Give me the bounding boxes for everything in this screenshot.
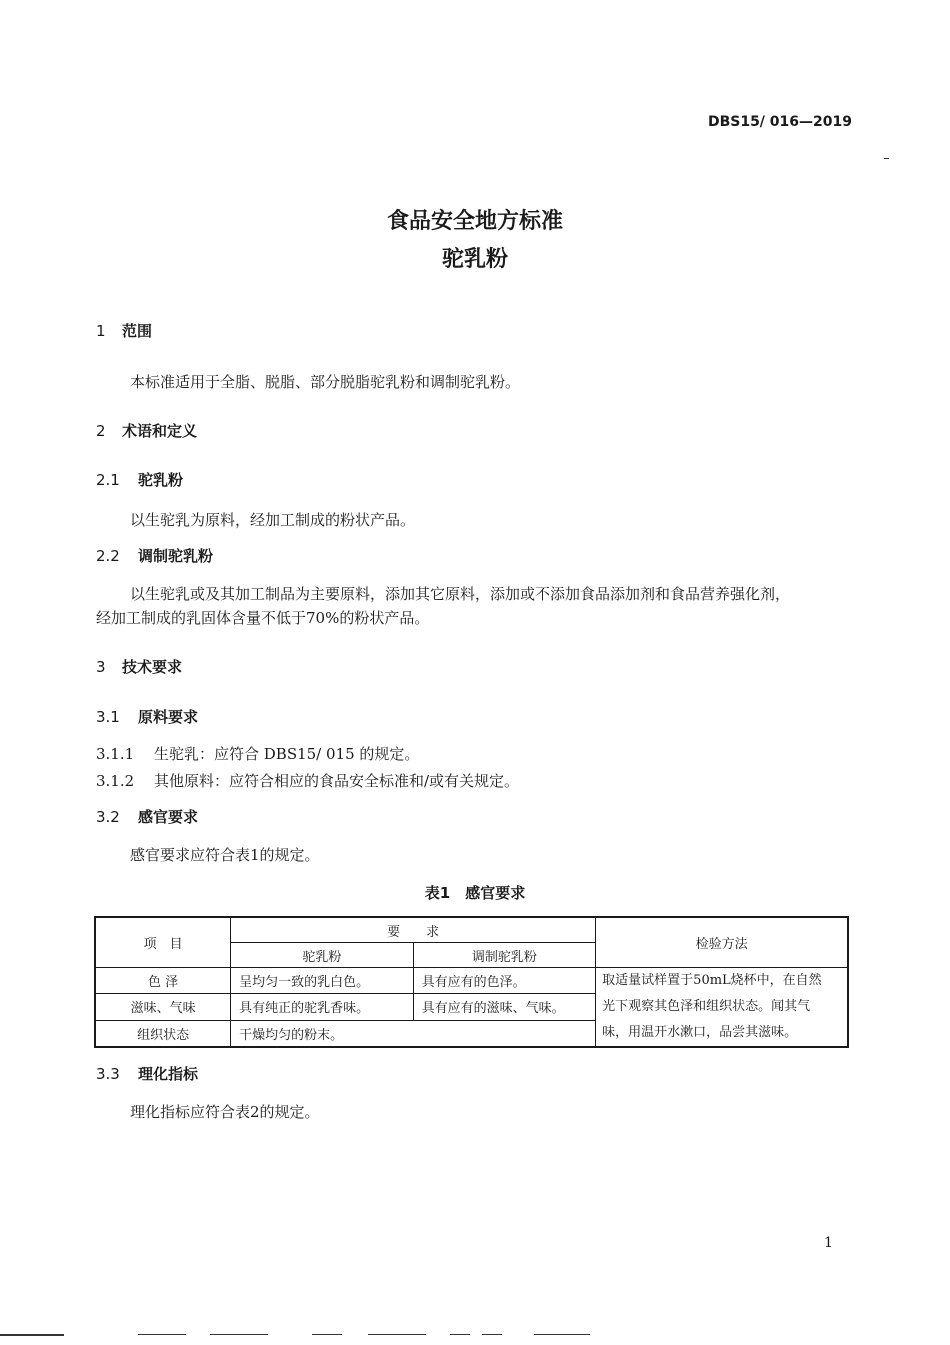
header-requirement: 要 求: [231, 917, 596, 943]
section-title: 调制驼乳粉: [138, 547, 214, 565]
section-2-2-heading: [96, 545, 213, 566]
section-number: 3.2: [96, 808, 120, 826]
scan-mark: [884, 158, 889, 159]
section-2-2-text-line1: 以生驼乳或及其加工制品为主要原料，添加其它原料，添加或不添加食品添加剂和食品营养强化剂，: [130, 585, 791, 603]
row-col2: 具有应有的色泽。: [413, 968, 596, 994]
section-number: 2.1: [96, 471, 120, 489]
section-3-2-heading: [96, 806, 198, 827]
scan-edge-line: [450, 1334, 470, 1335]
item-number: 3.1.1: [96, 745, 135, 763]
page-number: 1: [824, 1235, 833, 1251]
scan-edge-line: [210, 1334, 268, 1335]
table-caption: 表1 感官要求: [424, 884, 526, 902]
section-title: 原料要求: [138, 708, 199, 726]
section-title: 范围: [122, 322, 153, 340]
standard-code: DBS15/ 016—2019: [707, 114, 852, 130]
section-title: 感官要求: [138, 808, 199, 826]
section-3-3-text: 理化指标应符合表2的规定。: [130, 1103, 320, 1121]
section-number: 1: [96, 322, 106, 340]
row-col-merged: 干燥均匀的粉末。: [231, 1020, 596, 1047]
header-item: 项 目: [95, 917, 231, 968]
item-text: 生驼乳：应符合 DBS15/ 015 的规定。: [154, 745, 420, 763]
row-col1: 呈均匀一致的乳白色。: [231, 968, 414, 994]
scan-edge-line: [138, 1334, 186, 1335]
method-line: 光下观察其色泽和组织状态。闻其气: [602, 999, 811, 1014]
table-row: [95, 968, 848, 994]
scan-edge-line: [534, 1334, 590, 1335]
row-item: 色 泽: [95, 968, 231, 994]
section-2-1-heading: [96, 469, 183, 490]
section-number: 2.2: [96, 547, 120, 565]
section-3-2-text: 感官要求应符合表1的规定。: [130, 846, 320, 864]
section-3-1-heading: [96, 706, 198, 727]
section-3-3-heading: [96, 1063, 198, 1084]
row-item: 滋味、气味: [95, 994, 231, 1020]
method-cell: [596, 968, 848, 1048]
row-col2: 具有应有的滋味、气味。: [413, 994, 596, 1020]
header-camel-milk-powder: 驼乳粉: [231, 943, 414, 968]
section-3-heading: [96, 656, 182, 677]
section-number: 3.3: [96, 1065, 120, 1083]
section-2-2-text-line2: 经加工制成的乳固体含量不低于70%的粉状产品。: [96, 609, 430, 627]
list-item: [96, 743, 419, 764]
method-line: 味，用温开水漱口，品尝其滋味。: [602, 1025, 798, 1040]
scan-edge-line: [368, 1334, 426, 1335]
section-number: 3.1: [96, 708, 120, 726]
section-1-text: 本标准适用于全脂、脱脂、部分脱脂驼乳粉和调制驼乳粉。: [130, 373, 521, 391]
scan-edge-line: [312, 1334, 342, 1335]
item-text: 其他原料：应符合相应的食品安全标准和/或有关规定。: [154, 772, 520, 790]
header-method: 检验方法: [596, 917, 848, 968]
section-number: 3: [96, 658, 106, 676]
method-line: 取适量试样置于50mL烧杯中，在自然: [602, 973, 822, 988]
section-2-heading: [96, 420, 197, 441]
row-item: 组织状态: [95, 1020, 231, 1047]
list-item: [96, 770, 519, 791]
row-col1: 具有纯正的驼乳香味。: [231, 994, 414, 1020]
section-2-1-text: 以生驼乳为原料，经加工制成的粉状产品。: [130, 511, 416, 529]
section-1-heading: [96, 320, 152, 341]
section-title: 术语和定义: [122, 422, 198, 440]
section-number: 2: [96, 422, 106, 440]
item-number: 3.1.2: [96, 772, 135, 790]
document-title: 食品安全地方标准: [386, 209, 563, 234]
document-subtitle: 驼乳粉: [441, 247, 508, 272]
scan-edge-line: [0, 1334, 64, 1336]
section-title: 技术要求: [122, 658, 183, 676]
header-formulated-powder: 调制驼乳粉: [413, 943, 596, 968]
section-title: 驼乳粉: [138, 471, 184, 489]
section-title: 理化指标: [138, 1065, 199, 1083]
sensory-table: [94, 916, 849, 1048]
scan-edge-line: [482, 1334, 502, 1335]
